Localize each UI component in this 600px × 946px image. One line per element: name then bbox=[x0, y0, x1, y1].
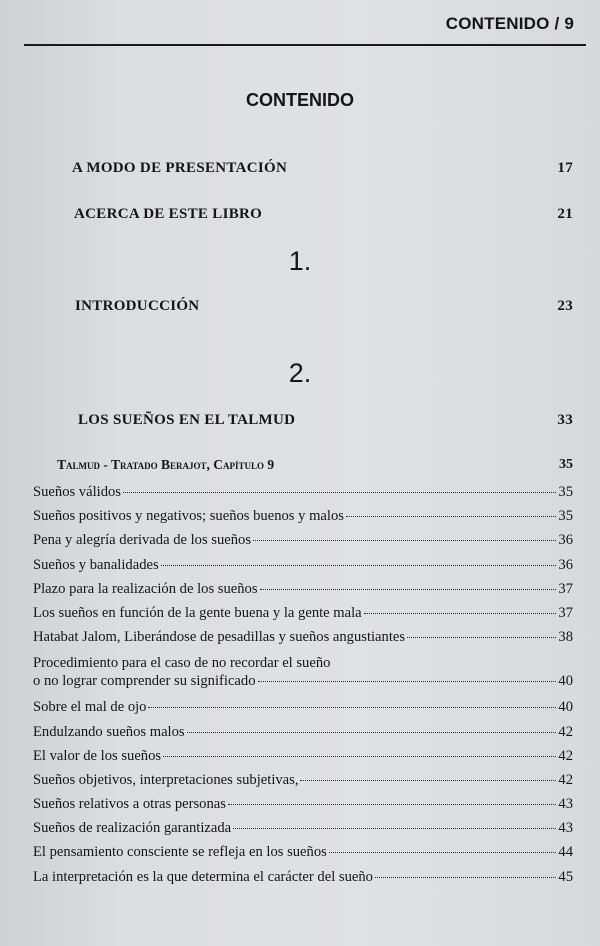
line-label: Sueños de realización garantizada bbox=[33, 820, 232, 837]
line-label: Plazo para la realización de los sueños bbox=[33, 580, 258, 597]
line-label-first: Procedimiento para el caso de no recordar el sueño bbox=[33, 655, 331, 672]
line-label: Pena y alegría derivada de los sueños bbox=[33, 532, 252, 549]
toc-line bbox=[33, 844, 573, 868]
running-head: CONTENIDO / 9 bbox=[445, 14, 574, 33]
toc-line bbox=[33, 748, 573, 772]
line-page: 38 bbox=[558, 629, 573, 646]
entry-label: ACERCA DE ESTE LIBRO bbox=[74, 206, 263, 222]
line-label: Sueños objetivos, interpretaciones subjetivas, bbox=[33, 771, 299, 788]
dot-leader bbox=[233, 828, 556, 829]
line-label: Los sueños en función de la gente buena y la gente mala bbox=[33, 604, 362, 621]
line-label: La interpretación es la que determina el carácter del sueño bbox=[33, 868, 373, 885]
entry-label: INTRODUCCIÓN bbox=[75, 298, 200, 314]
entry-label: LOS SUEÑOS EN EL TALMUD bbox=[78, 412, 296, 428]
line-label: El pensamiento consciente se refleja en los sueños bbox=[33, 844, 327, 861]
page-title: CONTENIDO bbox=[246, 90, 354, 110]
line-page: 43 bbox=[558, 796, 573, 813]
line-page: 36 bbox=[558, 532, 573, 549]
line-page: 45 bbox=[558, 868, 573, 885]
entry-page: 17 bbox=[557, 160, 573, 176]
dot-leader bbox=[300, 780, 556, 781]
toc-line bbox=[33, 581, 573, 605]
dot-leader bbox=[148, 707, 556, 708]
line-page: 37 bbox=[558, 580, 573, 597]
toc-line bbox=[33, 484, 573, 508]
toc-line bbox=[33, 869, 573, 893]
dot-leader bbox=[258, 681, 557, 682]
toc-line bbox=[33, 508, 573, 532]
line-page: 42 bbox=[558, 771, 573, 788]
toc-list bbox=[33, 484, 573, 893]
toc-line-multi bbox=[33, 653, 573, 699]
entry-page: 33 bbox=[557, 412, 573, 428]
dot-leader bbox=[187, 732, 557, 733]
chapter-numeral-1: 1. bbox=[288, 246, 312, 276]
line-label: Sueños y banalidades bbox=[33, 556, 159, 573]
dot-leader bbox=[346, 516, 556, 517]
dot-leader bbox=[260, 589, 557, 590]
chapter-numeral-2: 2. bbox=[288, 358, 312, 388]
dot-leader bbox=[123, 492, 556, 493]
toc-line bbox=[33, 699, 573, 723]
line-label: Sueños relativos a otras personas bbox=[33, 796, 226, 813]
dot-leader bbox=[163, 756, 556, 757]
dot-leader bbox=[329, 852, 557, 853]
dot-leader bbox=[161, 565, 557, 566]
entry-label: A MODO DE PRESENTACIÓN bbox=[72, 160, 288, 176]
dot-leader bbox=[253, 540, 556, 541]
dot-leader bbox=[375, 877, 556, 878]
entry-page: 21 bbox=[557, 206, 573, 222]
line-page: 42 bbox=[558, 723, 573, 740]
line-label: Hatabat Jalom, Liberándose de pesadillas y sueños angustiantes bbox=[33, 629, 406, 646]
header-rule bbox=[24, 44, 586, 46]
toc-line bbox=[33, 796, 573, 820]
dot-leader bbox=[228, 804, 556, 805]
line-page: 40 bbox=[558, 699, 573, 716]
subheading-page: 35 bbox=[559, 457, 573, 472]
toc-line bbox=[33, 629, 573, 653]
subheading-label: Talmud - Tratado Berajot, Capítulo 9 bbox=[57, 457, 275, 472]
line-page: 37 bbox=[558, 604, 573, 621]
toc-line bbox=[33, 820, 573, 844]
line-page: 42 bbox=[558, 747, 573, 764]
toc-line bbox=[33, 724, 573, 748]
line-label: Sobre el mal de ojo bbox=[33, 699, 147, 716]
dot-leader bbox=[364, 613, 557, 614]
toc-line bbox=[33, 605, 573, 629]
line-page: 43 bbox=[558, 820, 573, 837]
line-page: 35 bbox=[558, 484, 573, 500]
line-label: Endulzando sueños malos bbox=[33, 723, 185, 740]
line-label: El valor de los sueños bbox=[33, 747, 162, 764]
line-label: Sueños positivos y negativos; sueños buenos y malos bbox=[33, 508, 344, 525]
toc-line bbox=[33, 557, 573, 581]
line-page: 36 bbox=[558, 556, 573, 573]
entry-page: 23 bbox=[557, 298, 573, 314]
line-page: 40 bbox=[558, 673, 573, 690]
toc-line bbox=[33, 772, 573, 796]
toc-line bbox=[33, 532, 573, 556]
line-page: 35 bbox=[558, 508, 573, 525]
line-page: 44 bbox=[558, 844, 573, 861]
line-label-second: o no lograr comprender su significado bbox=[33, 673, 256, 690]
dot-leader bbox=[407, 637, 556, 638]
line-label: Sueños válidos bbox=[33, 484, 121, 500]
